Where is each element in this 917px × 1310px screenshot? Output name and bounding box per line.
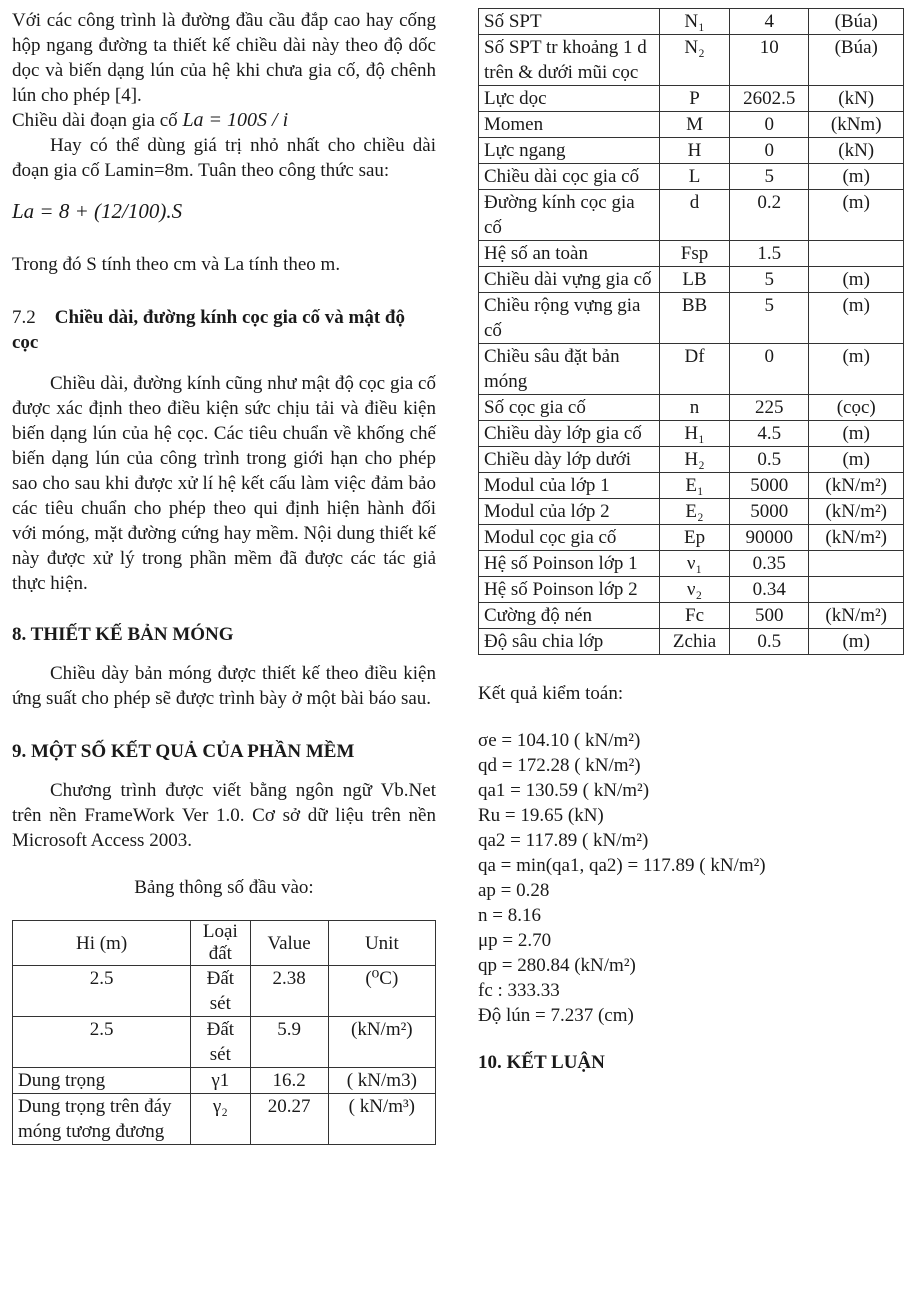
table-cell: 5 (730, 293, 809, 344)
column-header: Hi (m) (13, 921, 191, 966)
table-cell: Số SPT tr khoảng 1 d trên & dưới mũi cọc (479, 35, 660, 86)
table-cell: 10 (730, 35, 809, 86)
table-cell: 0.35 (730, 551, 809, 577)
result-line: n = 8.16 (478, 905, 541, 926)
table-cell: L (659, 164, 729, 190)
table-cell (809, 577, 904, 603)
table-cell: (Búa) (809, 9, 904, 35)
table-caption: Bảng thông số đầu vào: (134, 877, 314, 898)
table-cell: 5000 (730, 473, 809, 499)
table-cell: n (659, 395, 729, 421)
section-heading-9: 9. MỘT SỐ KẾT QUẢ CỦA PHẦN MỀM (12, 741, 355, 762)
table-cell: 0 (730, 112, 809, 138)
input-table-parameters (478, 8, 904, 655)
table-cell: 5 (730, 164, 809, 190)
table-cell: ν₂ (659, 577, 729, 603)
table-cell: Lực ngang (479, 138, 660, 164)
table-cell: Chiều rộng vựng gia cố (479, 293, 660, 344)
table-cell: Dung trọng (13, 1068, 191, 1094)
result-line: ap = 0.28 (478, 880, 550, 901)
table-cell: 5 (730, 267, 809, 293)
table-cell: Hệ số Poinson lớp 1 (479, 551, 660, 577)
table-cell: H (659, 138, 729, 164)
table-row (479, 190, 904, 241)
formula-label: Chiều dài đoạn gia cố (12, 110, 178, 131)
table-row (479, 267, 904, 293)
results-title: Kết quả kiểm toán: (478, 683, 624, 704)
table-cell: N₁ (659, 9, 729, 35)
table-cell: (m) (809, 164, 904, 190)
table-cell: (m) (809, 267, 904, 293)
table-row (479, 473, 904, 499)
table-cell: Đường kính cọc gia cố (479, 190, 660, 241)
table-cell (809, 241, 904, 267)
table-row (13, 966, 436, 1017)
table-cell: Cường độ nén (479, 603, 660, 629)
table-row (13, 1068, 436, 1094)
table-cell (809, 551, 904, 577)
result-line: qa = min(qa1, qa2) = 117.89 ( kN/m²) (478, 855, 766, 876)
result-line: Độ lún = 7.237 (cm) (478, 1005, 634, 1026)
table-cell: M (659, 112, 729, 138)
table-cell: Fsp (659, 241, 729, 267)
table-row (479, 421, 904, 447)
table-cell: ( kN/m³) (328, 1094, 435, 1145)
table-cell: Modul của lớp 1 (479, 473, 660, 499)
section-heading-8: 8. THIẾT KẾ BẢN MÓNG (12, 624, 234, 645)
result-line: fc : 333.33 (478, 980, 560, 1001)
column-header: Value (250, 921, 328, 966)
table-cell: BB (659, 293, 729, 344)
table-cell: Momen (479, 112, 660, 138)
table-cell: γ₂ (191, 1094, 250, 1145)
table-cell: N₂ (659, 35, 729, 86)
table-cell: Đất sét (191, 966, 250, 1017)
table-cell: 0.34 (730, 577, 809, 603)
table-cell: H₁ (659, 421, 729, 447)
paragraph-slab-design: Chiều dày bản móng được thiết kế theo điều kiện ứng suất cho phép sẽ được trình bày ở một bài báo sau. (12, 663, 436, 709)
table-row (479, 551, 904, 577)
table-row (479, 35, 904, 86)
table-cell: 20.27 (250, 1094, 328, 1145)
table-cell: (cọc) (809, 395, 904, 421)
table-cell: 5.9 (250, 1017, 328, 1068)
table-cell: Ep (659, 525, 729, 551)
table-row (479, 603, 904, 629)
section-title: Chiều dài, đường kính cọc gia cố và mật độ cọc (12, 307, 405, 353)
table-cell: 0.2 (730, 190, 809, 241)
results-list (478, 728, 904, 1028)
table-cell: 2.5 (13, 1017, 191, 1068)
table-row (479, 164, 904, 190)
table-row (479, 241, 904, 267)
table-cell: 0 (730, 138, 809, 164)
table-cell: Lực dọc (479, 86, 660, 112)
table-cell: Chiều dày lớp gia cố (479, 421, 660, 447)
table-cell: 2.5 (13, 966, 191, 1017)
table-cell: 90000 (730, 525, 809, 551)
result-line: σe = 104.10 ( kN/m²) (478, 730, 641, 751)
table-cell: (Búa) (809, 35, 904, 86)
table-cell: Chiều sâu đặt bản móng (479, 344, 660, 395)
paragraph-min-length: Hay có thể dùng giá trị nhỏ nhất cho chiều dài đoạn gia cố Lamin=8m. Tuân theo công thức sau: (12, 135, 436, 181)
table-cell: (m) (809, 344, 904, 395)
table-row (479, 499, 904, 525)
table-cell: 500 (730, 603, 809, 629)
table-cell: (m) (809, 190, 904, 241)
table-row (13, 1017, 436, 1068)
input-table-soil (12, 920, 436, 1145)
table-cell: (m) (809, 421, 904, 447)
table-cell: 2.38 (250, 966, 328, 1017)
table-cell: Df (659, 344, 729, 395)
formula-la-min: La = 8 + (12/100).S (12, 199, 183, 223)
table-row (479, 112, 904, 138)
table-cell: ( kN/m3) (328, 1068, 435, 1094)
table-cell: (kN) (809, 86, 904, 112)
result-line: qp = 280.84 (kN/m²) (478, 955, 636, 976)
table-cell: Chiều dài cọc gia cố (479, 164, 660, 190)
table-cell: 16.2 (250, 1068, 328, 1094)
result-line: qd = 172.28 ( kN/m²) (478, 755, 641, 776)
table-cell: 4.5 (730, 421, 809, 447)
table-cell: E₁ (659, 473, 729, 499)
table-cell: Hệ số Poinson lớp 2 (479, 577, 660, 603)
table-cell: d (659, 190, 729, 241)
table-row (479, 629, 904, 655)
paragraph-software: Chương trình được viết bằng ngôn ngữ Vb.Net trên nền FrameWork Ver 1.0. Cơ sở dữ liệu trên nền Microsoft Access 2003. (12, 780, 436, 851)
table-cell: (kN/m²) (809, 473, 904, 499)
table-cell: (kN/m²) (809, 525, 904, 551)
left-column (12, 8, 436, 1145)
table-cell: 0 (730, 344, 809, 395)
section-heading-7-2 (12, 305, 436, 355)
table-cell: (kN) (809, 138, 904, 164)
table-cell: (m) (809, 293, 904, 344)
table-cell: (⁰C) (328, 966, 435, 1017)
table-cell: γ1 (191, 1068, 250, 1094)
table-cell: 1.5 (730, 241, 809, 267)
table-row (479, 9, 904, 35)
table-cell: Modul cọc gia cố (479, 525, 660, 551)
result-line: qa2 = 117.89 ( kN/m²) (478, 830, 649, 851)
table-cell: 0.5 (730, 629, 809, 655)
table-cell: (kN/m²) (328, 1017, 435, 1068)
table-cell: Số cọc gia cố (479, 395, 660, 421)
table-cell: (kNm) (809, 112, 904, 138)
table-cell: P (659, 86, 729, 112)
section-heading-10: 10. KẾT LUẬN (478, 1052, 605, 1073)
table-cell: Dung trọng trên đáy móng tương đương (13, 1094, 191, 1145)
table-cell: (m) (809, 447, 904, 473)
paragraph-pile-design: Chiều dài, đường kính cũng như mật độ cọc gia cố được xác định theo điều kiện sức chịu tải và điều kiện biến dạng lún của hệ cọc. Các tiêu chuẩn về khống chế biến dạng lún của công trình trong giới hạn cho phép sao cho sau khi được xử lí hệ kết cấu làm việc đảm bảo các tiêu chuẩn cho phép theo qui định hiện hành đối với móng, mặt đường cứng hay mềm. Nội dung thiết kế này được xử lý trong phần mềm đã được các tác giả thực hiện. (12, 373, 436, 594)
table-cell: 4 (730, 9, 809, 35)
table-cell: LB (659, 267, 729, 293)
table-row (13, 1094, 436, 1145)
table-cell: H₂ (659, 447, 729, 473)
result-line: Ru = 19.65 (kN) (478, 805, 604, 826)
table-cell: Độ sâu chia lớp (479, 629, 660, 655)
table-cell: Zchia (659, 629, 729, 655)
table-row (479, 395, 904, 421)
paragraph-units: Trong đó S tính theo cm và La tính theo m. (12, 254, 341, 275)
table-row (479, 293, 904, 344)
column-header: Unit (328, 921, 435, 966)
paragraph-length-formula (12, 108, 436, 133)
table-cell: (kN/m²) (809, 603, 904, 629)
paragraph-intro: Với các công trình là đường đầu cầu đắp cao hay cống hộp ngang đường ta thiết kế chiều dài này theo độ dốc dọc và biến dạng lún của hệ khi chưa gia cố, độ chênh lún cho phép [4]. (12, 10, 436, 106)
table-row (479, 577, 904, 603)
table-cell: 2602.5 (730, 86, 809, 112)
table-cell: Fc (659, 603, 729, 629)
table-cell: 0.5 (730, 447, 809, 473)
table-cell: (kN/m²) (809, 499, 904, 525)
table-cell: Số SPT (479, 9, 660, 35)
table-row (479, 525, 904, 551)
table-row (479, 86, 904, 112)
formula-la-inline: La = 100S / i (182, 109, 289, 131)
table-cell: 225 (730, 395, 809, 421)
table-cell: E₂ (659, 499, 729, 525)
table-cell: Chiều dài vựng gia cố (479, 267, 660, 293)
table-cell: Hệ số an toàn (479, 241, 660, 267)
table-row (479, 138, 904, 164)
right-column (478, 8, 904, 1075)
table-row (479, 344, 904, 395)
table-cell: 5000 (730, 499, 809, 525)
table-row (479, 447, 904, 473)
result-line: μp = 2.70 (478, 930, 552, 951)
table-cell: ν₁ (659, 551, 729, 577)
section-number: 7.2 (12, 307, 36, 328)
table-cell: (m) (809, 629, 904, 655)
table-cell: Modul của lớp 2 (479, 499, 660, 525)
table-cell: Chiều dày lớp dưới (479, 447, 660, 473)
column-header: Loại đất (191, 921, 250, 966)
result-line: qa1 = 130.59 ( kN/m²) (478, 780, 650, 801)
table-header-row (13, 921, 436, 966)
table-cell: Đất sét (191, 1017, 250, 1068)
